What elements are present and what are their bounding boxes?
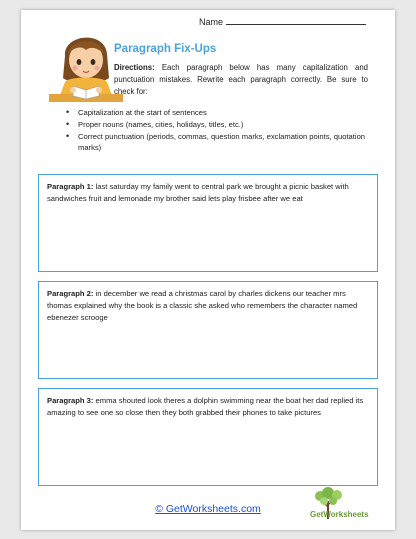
directions-label: Directions:	[114, 63, 155, 72]
worksheet-title: Paragraph Fix-Ups	[114, 43, 217, 55]
paragraph-label: Paragraph 1:	[47, 182, 94, 191]
checklist-item: • Proper nouns (names, cities, holidays, titles, etc.)	[66, 119, 366, 130]
checklist	[66, 107, 366, 154]
checklist-item: • Capitalization at the start of sentences	[66, 107, 366, 118]
name-field	[199, 16, 366, 27]
checklist-item: • Correct punctuation (periods, commas, question marks, exclamation points, quotation marks)	[66, 131, 366, 153]
paragraph-text: in december we read a christmas carol by charles dickens our teacher mrs thomas explained why the book is a classic she asked who remembers the character named ebenezer scrooge	[47, 289, 358, 322]
paragraph-text: last saturday my family went to central park we brought a picnic basket with sandwiches fruit and lemonade my brother said lets play frisbee after we eat	[47, 182, 349, 203]
paragraph-text: emma shouted look theres a dolphin swimming near the boat her dad replied its amazing to see one so close then they both grabbed their phones to take pictures	[47, 396, 364, 417]
paragraph-box-2[interactable]	[38, 281, 378, 379]
getworksheets-link[interactable]: © GetWorksheets.com	[155, 503, 261, 515]
directions-text: Each paragraph below has many capitalization and punctuation mistakes. Rewrite each paragraph correctly. Be sure to check for:	[114, 63, 368, 96]
name-label: Name	[199, 17, 224, 27]
paragraph-label: Paragraph 2:	[47, 289, 94, 298]
paragraph-label: Paragraph 3:	[47, 396, 94, 405]
logo-text: GetWorksheets	[310, 510, 369, 519]
directions	[114, 62, 368, 98]
paragraph-box-1[interactable]	[38, 174, 378, 272]
paragraph-box-3[interactable]	[38, 388, 378, 486]
name-line	[226, 16, 366, 25]
